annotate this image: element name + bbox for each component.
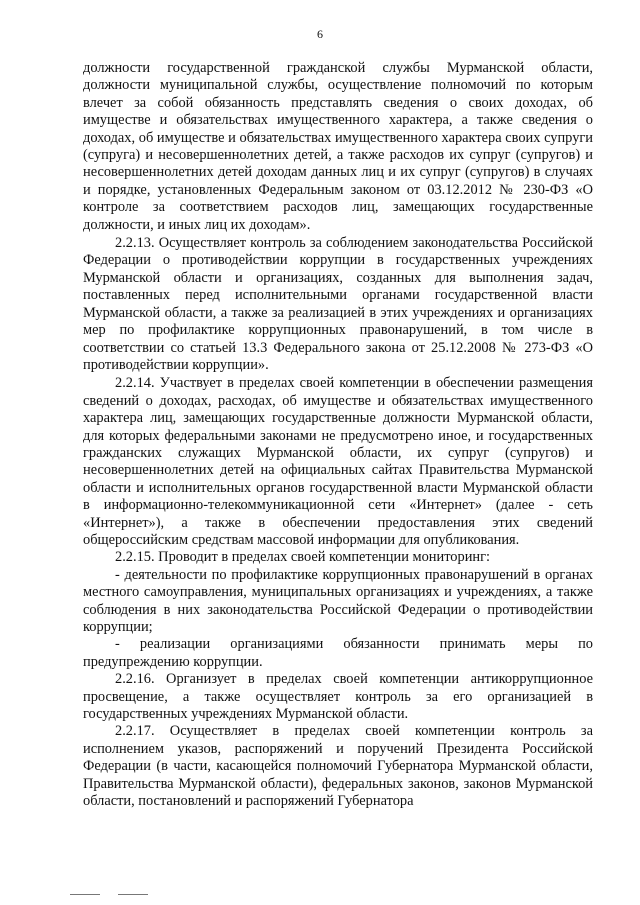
document-body — [83, 60, 593, 810]
paragraph-2-2-17: 2.2.17. Осуществляет в пределах своей компетенции контроль за исполнением указов, распоряжений и поручений Президента Российской Федерации (в части, касающейся полномочий Губернатора Мурманской области, Правительства Мурманской области), федеральных законов, законов Мурманской области, постановлений и распоряжений Губернатора — [83, 723, 593, 810]
paragraph-2-2-13: 2.2.13. Осуществляет контроль за соблюдением законодательства Российской Федерации о противодействии коррупции в государственных учреждениях Мурманской области и организациях, созданных для выполнения задач, поставленных перед исполнительными органами государственной власти Мурманской области, а также за реализацией в этих учреждениях и организациях мер по профилактике коррупционных правонарушений, в том числе в соответствии со статьей 13.3 Федерального закона от 25.12.2008 № 273-ФЗ «О противодействии коррупции». — [83, 235, 593, 373]
page-number: 6 — [317, 27, 323, 41]
paragraph-2-2-16: 2.2.16. Организует в пределах своей компетенции антикоррупционное просвещение, а также осуществляет контроль за его организацией в государственных учреждениях Мурманской области. — [83, 671, 593, 723]
paragraph-2-2-14: 2.2.14. Участвует в пределах своей компетенции в обеспечении размещения сведений о доходах, расходах, об имуществе и обязательствах имущественного характера лиц, замещающих государственные должности Мурманской области, для которых федеральными законами не предусмотрено иное, и государственных гражданских служащих Мурманской области, их супруг (супругов) и несовершеннолетних детей на официальных сайтах Правительства Мурманской области и исполнительных органов государственной власти Мурманской области в информационно-телекоммуникационной сети «Интернет» (далее - сеть «Интернет»), а также в обеспечении предоставления этих сведений общероссийским средствам массовой информации для опубликования. — [83, 375, 593, 548]
footer-rule-left — [70, 894, 100, 895]
list-item-monitoring-1: - деятельности по профилактике коррупционных правонарушений в органах местного самоуправления, муниципальных организациях и учреждениях, а также соблюдения в них законодательства Российской Федерации о противодействии коррупции; — [83, 566, 593, 635]
footer-rule-right — [118, 894, 148, 895]
list-item-monitoring-2: - реализации организациями обязанности принимать меры по предупреждению коррупции. — [83, 636, 593, 670]
paragraph-continuation: должности государственной гражданской службы Мурманской области, должности муниципальной службы, осуществление полномочий по которым влечет за собой обязанность представлять сведения о своих доходах, об имуществе и обязательствах имущественного характера, а также сведения о доходах, об имуществе и обязательствах имущественного характера своих супруги (супруга) и несовершеннолетних детей, а также расходов их супруг (супругов) и несовершеннолетних детей доходам данных лиц и их супруг (супругов) в случаях и порядке, установленных Федеральным законом от 03.12.2012 № 230-ФЗ «О контроле за соответствием расходов лиц, замещающих государственные должности, и иных лиц их доходам». — [83, 60, 593, 233]
paragraph-2-2-15: 2.2.15. Проводит в пределах своей компетенции мониторинг: — [115, 549, 490, 566]
